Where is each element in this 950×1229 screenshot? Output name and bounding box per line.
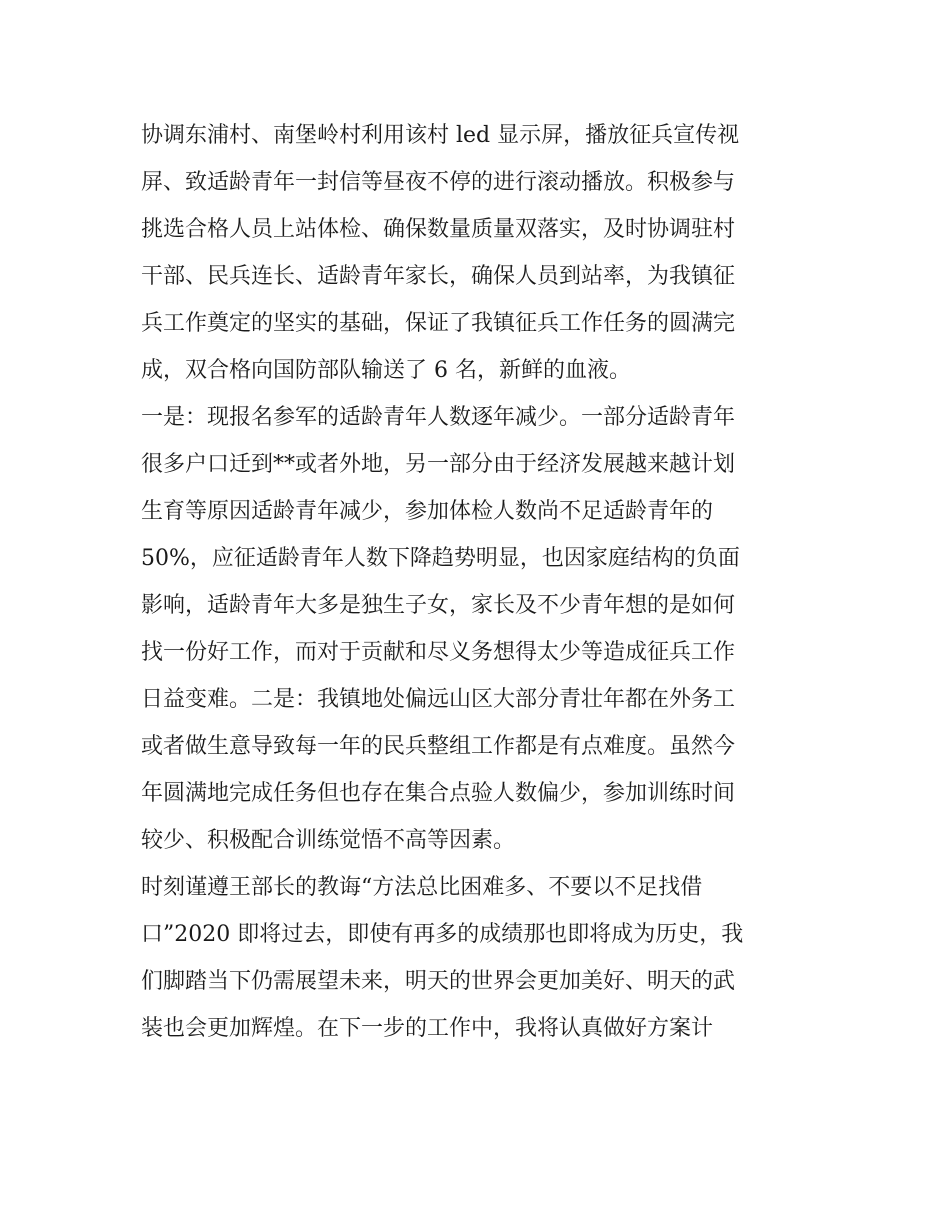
text-line: 屏、致适龄青年一封信等昼夜不停的进行滚动播放。积极参与: [141, 170, 736, 195]
text-line: 一是：现报名参军的适龄青年人数逐年减少。一部分适龄青年: [141, 405, 736, 430]
text-line: 影响，适龄青年大多是独生子女，家长及不少青年想的是如何: [141, 593, 736, 618]
text-line: 年圆满地完成任务但也存在集合点验人数偏少，参加训练时间: [141, 781, 736, 806]
text-line: 生育等原因适龄青年减少，参加体检人数尚不足适龄青年的: [141, 499, 714, 524]
text-line: 很多户口迁到**或者外地，另一部分由于经济发展越来越计划: [141, 452, 736, 477]
text-line: 或者做生意导致每一年的民兵整组工作都是有点难度。虽然今: [141, 734, 736, 759]
body-text: [141, 112, 821, 1052]
text-line: 较少、积极配合训练觉悟不高等因素。: [141, 828, 516, 853]
text-line: 找一份好工作，而对于贡献和尽义务想得太少等造成征兵工作: [141, 640, 736, 665]
text-line: 们脚踏当下仍需展望未来，明天的世界会更加美好、明天的武: [141, 969, 736, 994]
text-line: 挑选合格人员上站体检、确保数量质量双落实，及时协调驻村: [141, 217, 736, 242]
text-line: 日益变难。二是：我镇地处偏远山区大部分青壮年都在外务工: [141, 687, 736, 712]
text-line: 干部、民兵连长、适龄青年家长，确保人员到站率，为我镇征: [141, 264, 736, 289]
text-line: 成，双合格向国防部队输送了 6 名，新鲜的血液。: [141, 358, 631, 383]
text-line: 时刻谨遵王部长的教诲“方法总比困难多、不要以不足找借: [141, 875, 703, 900]
text-line: 50%，应征适龄青年人数下降趋势明显，也因家庭结构的负面: [141, 546, 740, 571]
text-line: 口”2020 即将过去，即使有再多的成绩那也即将成为历史，我: [141, 922, 744, 947]
text-line: 协调东浦村、南堡岭村利用该村 led 显示屏，播放征兵宣传视: [141, 123, 740, 148]
text-line: 装也会更加辉煌。在下一步的工作中，我将认真做好方案计: [141, 1016, 714, 1041]
text-line: 兵工作奠定的坚实的基础，保证了我镇征兵工作任务的圆满完: [141, 311, 736, 336]
